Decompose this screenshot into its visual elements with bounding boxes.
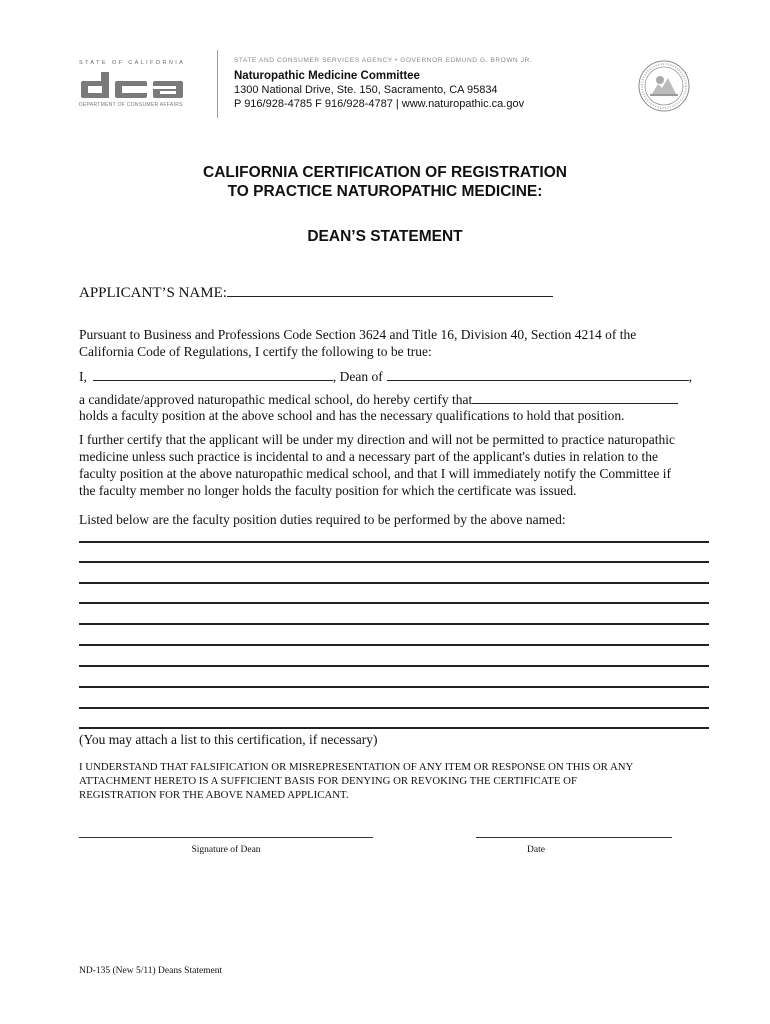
pursuant-line-1: Pursuant to Business and Professions Code Section 3624 and Title 16, Division 40, Section 4214 of the [79, 327, 637, 342]
duties-line[interactable] [79, 582, 709, 584]
school-name-field[interactable] [387, 367, 689, 381]
understand-line-2: ATTACHMENT HERETO IS A SUFFICIENT BASIS FOR DENYING OR REVOKING THE CERTIFICATE OF [79, 775, 577, 787]
candidate-row [79, 390, 703, 408]
date-field[interactable] [476, 837, 672, 838]
duties-line[interactable] [79, 623, 709, 625]
further-line-2: medicine unless such practice is incidental to and a necessary part of the applicant's duties in relation to the [79, 449, 658, 464]
understand-line-1: I UNDERSTAND THAT FALSIFICATION OR MISREPRESENTATION OF ANY ITEM OR RESPONSE ON THIS OR ANY [79, 761, 634, 773]
form-title-line2: TO PRACTICE NATUROPATHIC MEDICINE: [227, 183, 543, 200]
applicant-name-field[interactable] [227, 283, 553, 297]
dca-logo-mark [79, 70, 185, 100]
attach-note: (You may attach a list to this certification, if necessary) [79, 732, 378, 747]
understand-line-3: REGISTRATION FOR THE ABOVE NAMED APPLICANT. [79, 789, 349, 801]
duties-line[interactable] [79, 707, 709, 709]
further-line-3: faculty position at the above naturopathic medical school, and that I will immediately notify the Committee if [79, 466, 671, 481]
state-label: STATE OF CALIFORNIA [79, 60, 186, 66]
dean-of-label: , Dean of [332, 369, 383, 384]
dca-logo [75, 52, 215, 114]
further-line-4: the faculty member no longer holds the faculty position for which the certificate was issued. [79, 483, 577, 498]
applicant-name-label: APPLICANT’S NAME: [79, 285, 227, 301]
duties-line[interactable] [79, 561, 709, 563]
form-title-line1: CALIFORNIA CERTIFICATION OF REGISTRATION [203, 164, 567, 181]
listed-text: Listed below are the faculty position duties required to be performed by the above named: [79, 512, 566, 527]
pursuant-line-2: California Code of Regulations, I certify the following to be true: [79, 344, 432, 359]
state-seal-icon [638, 60, 690, 112]
dean-signature-label: Signature of Dean [191, 845, 261, 855]
duties-line[interactable] [79, 665, 709, 667]
dean-signature-field[interactable] [79, 837, 373, 838]
candidate-text: a candidate/approved naturopathic medical school, do hereby certify that [79, 392, 473, 407]
applicant-name-row [79, 283, 703, 302]
i-label: I, [79, 369, 87, 384]
form-subtitle: DEAN’S STATEMENT [307, 228, 463, 245]
form-id: ND-135 (New 5/11) Deans Statement [79, 966, 223, 976]
holds-text: holds a faculty position at the above school and has the necessary qualifications to hold that position. [79, 408, 625, 423]
dean-name-field[interactable] [93, 367, 333, 381]
duties-line[interactable] [79, 686, 709, 688]
header-divider [217, 50, 218, 118]
duties-line[interactable] [79, 644, 709, 646]
duties-line[interactable] [79, 541, 709, 543]
committee-address: 1300 National Drive, Ste. 150, Sacramento, CA 95834 [234, 84, 498, 96]
dean-name-row [79, 367, 703, 385]
agency-line: STATE AND CONSUMER SERVICES AGENCY • GOVERNOR EDMUND G. BROWN JR. [234, 57, 533, 64]
department-label: DEPARTMENT OF CONSUMER AFFAIRS [79, 102, 183, 108]
date-label: Date [527, 845, 545, 855]
committee-name: Naturopathic Medicine Committee [234, 70, 420, 82]
comma-label: , [688, 369, 693, 384]
duties-line[interactable] [79, 602, 709, 604]
faculty-member-field[interactable] [472, 390, 678, 404]
duties-line[interactable] [79, 727, 709, 729]
further-line-1: I further certify that the applicant will be under my direction and will not be permitted to practice naturopathic [79, 432, 676, 447]
committee-contact: P 916/928-4785 F 916/928-4787 | www.naturopathic.ca.gov [234, 98, 525, 110]
